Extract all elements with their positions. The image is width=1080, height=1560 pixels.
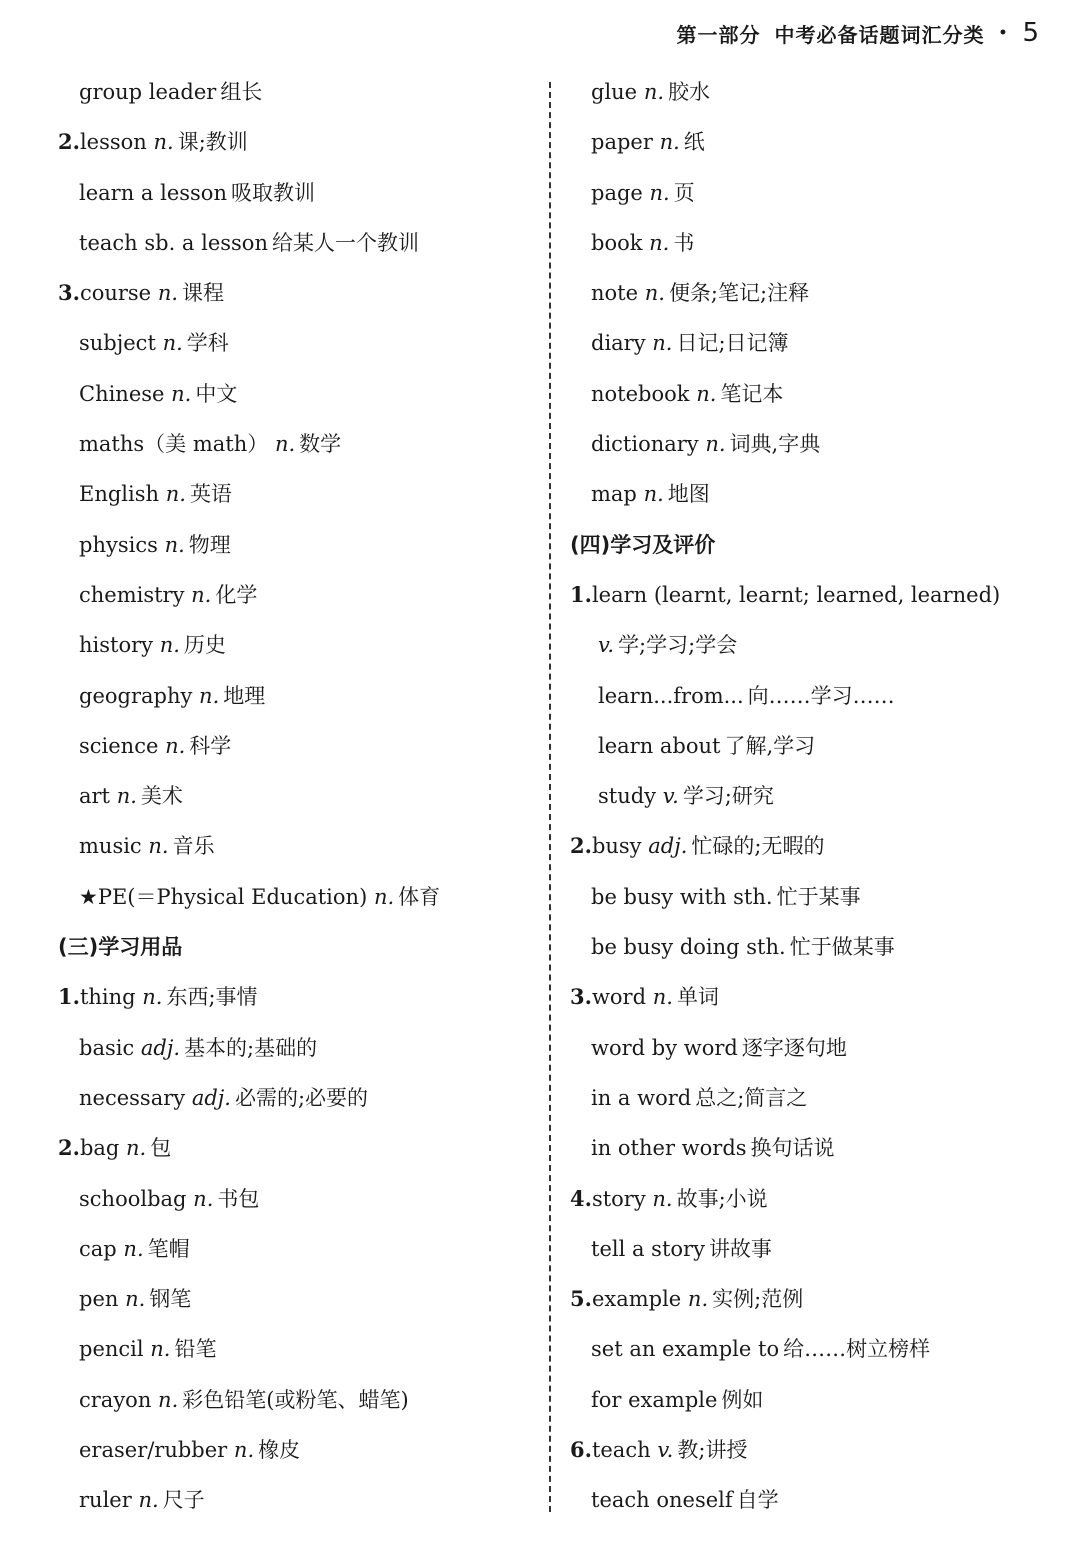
vocab-entry xyxy=(58,1475,538,1525)
english-term: chemistry xyxy=(79,582,185,607)
vocab-entry xyxy=(570,268,1070,318)
english-term: pen xyxy=(79,1287,119,1312)
english-term: necessary xyxy=(79,1085,186,1110)
chinese-meaning: 故事;小说 xyxy=(676,1186,768,1211)
english-term: learn about xyxy=(598,733,721,758)
vocab-entry xyxy=(570,771,1070,821)
english-term: lesson xyxy=(79,130,147,155)
english-term: word by word xyxy=(591,1035,738,1060)
vocab-entry xyxy=(58,771,538,821)
english-term: learn a lesson xyxy=(79,180,227,205)
vocab-entry xyxy=(58,1324,538,1374)
english-term: learn (learnt, learnt; learned, learned) xyxy=(591,582,1001,607)
english-term: teach xyxy=(591,1438,651,1463)
chinese-meaning: 科学 xyxy=(189,733,232,758)
chinese-meaning: 学;学习;学会 xyxy=(618,633,738,658)
vocab-entry xyxy=(570,168,1070,218)
chinese-meaning: 笔记本 xyxy=(720,381,784,406)
chinese-meaning: 了解,学习 xyxy=(724,733,816,758)
vocab-entry xyxy=(58,520,538,570)
chinese-meaning: 胶水 xyxy=(668,80,711,104)
chinese-meaning: 忙碌的;无暇的 xyxy=(691,834,825,859)
part-of-speech: n. xyxy=(159,633,180,658)
chinese-meaning: 橡皮 xyxy=(258,1438,301,1463)
part-of-speech: n. xyxy=(696,381,717,406)
chinese-meaning: 包 xyxy=(150,1136,172,1161)
english-term: physics xyxy=(79,532,158,557)
chinese-meaning: 换句话说 xyxy=(750,1136,835,1161)
english-term: glue xyxy=(591,80,638,104)
chinese-meaning: 逐字逐句地 xyxy=(741,1035,847,1060)
chinese-meaning: 历史 xyxy=(183,633,226,658)
part-of-speech: n. xyxy=(199,683,220,708)
entry-number: 3. xyxy=(58,280,80,306)
vocab-entry xyxy=(58,1174,538,1224)
vocab-entry xyxy=(570,872,1070,922)
part-of-speech: n. xyxy=(644,281,665,306)
chinese-meaning: 必需的;必要的 xyxy=(234,1085,369,1110)
header-title: 中考必备话题词汇分类 xyxy=(774,22,985,47)
part-of-speech: n. xyxy=(157,281,179,306)
part-of-speech: n. xyxy=(652,331,673,356)
chinese-meaning: 词典,字典 xyxy=(729,432,821,457)
chinese-meaning: 地图 xyxy=(667,482,710,507)
english-term: example xyxy=(591,1287,682,1312)
entry-number: 2. xyxy=(58,129,80,155)
english-term: music xyxy=(79,834,142,859)
part-of-speech: v. xyxy=(662,784,679,809)
part-of-speech: n. xyxy=(138,1488,159,1513)
chinese-meaning: 铅笔 xyxy=(174,1337,217,1362)
part-of-speech: n. xyxy=(687,1287,709,1312)
chinese-meaning: 例如 xyxy=(721,1387,764,1412)
chinese-meaning: 吸取教训 xyxy=(230,180,315,205)
vocab-entry xyxy=(570,1224,1070,1274)
english-term: tell a story xyxy=(591,1236,705,1261)
part-of-speech: n. xyxy=(150,1337,171,1362)
part-of-speech: n. xyxy=(274,432,296,457)
vocab-entry xyxy=(570,1073,1070,1123)
english-term: eraser/rubber xyxy=(79,1438,228,1463)
vocab-entry xyxy=(570,1475,1070,1525)
english-term: Chinese xyxy=(79,381,165,406)
english-term: maths（美 math） xyxy=(79,432,269,457)
chinese-meaning: 基本的;基础的 xyxy=(184,1035,318,1060)
chinese-meaning: 组长 xyxy=(220,80,263,104)
chinese-meaning: 学科 xyxy=(186,331,229,356)
chinese-meaning: 实例;范例 xyxy=(712,1287,804,1312)
vocab-entry xyxy=(58,1274,538,1324)
english-term: schoolbag xyxy=(79,1186,187,1211)
vocab-entry xyxy=(58,821,538,871)
english-term: teach sb. a lesson xyxy=(79,230,268,255)
entry-number: 6. xyxy=(570,1437,592,1463)
part-of-speech: n. xyxy=(171,381,192,406)
vocab-entry xyxy=(570,922,1070,972)
chinese-meaning: 数学 xyxy=(299,432,342,457)
chinese-meaning: 忙于某事 xyxy=(776,884,861,909)
part-of-speech: n. xyxy=(659,130,680,155)
chinese-meaning: 东西;事情 xyxy=(166,985,258,1010)
chinese-meaning: 教;讲授 xyxy=(677,1438,748,1463)
vocab-entry xyxy=(570,67,1070,117)
part-of-speech: v. xyxy=(598,633,615,658)
english-term: course xyxy=(79,281,152,306)
part-of-speech: adj. xyxy=(191,1085,231,1110)
english-term: in a word xyxy=(591,1085,692,1110)
english-term: in other words xyxy=(591,1136,747,1161)
vocab-entry xyxy=(570,419,1070,469)
chinese-meaning: 向……学习…… xyxy=(747,683,895,708)
english-term: diary xyxy=(591,331,646,356)
part-of-speech: adj. xyxy=(140,1035,181,1060)
chinese-meaning: 中文 xyxy=(195,381,238,406)
english-term: cap xyxy=(79,1236,117,1261)
vocab-entry xyxy=(58,369,538,419)
chinese-meaning: 页 xyxy=(673,180,695,205)
chinese-meaning: 笔帽 xyxy=(147,1236,190,1261)
english-term: busy xyxy=(591,834,642,859)
vocab-entry xyxy=(570,1324,1070,1374)
english-term: be busy with sth. xyxy=(591,884,773,909)
vocab-headword xyxy=(58,1123,538,1173)
chinese-meaning: 忙于做某事 xyxy=(789,935,895,960)
english-term: science xyxy=(79,733,159,758)
entry-number: 2. xyxy=(570,833,592,859)
vocab-entry xyxy=(570,117,1070,167)
part-of-speech: n. xyxy=(116,784,137,809)
chinese-meaning: 总之;简言之 xyxy=(695,1085,808,1110)
vocab-headword xyxy=(570,1425,1070,1475)
chinese-meaning: 单词 xyxy=(676,985,719,1010)
vocab-entry xyxy=(58,1224,538,1274)
english-term: learn...from... xyxy=(598,683,744,708)
english-term: subject xyxy=(79,331,156,356)
part-of-speech: n. xyxy=(165,482,186,507)
chinese-meaning: 化学 xyxy=(215,582,258,607)
part-of-speech: n. xyxy=(125,1287,146,1312)
part-of-speech: n. xyxy=(233,1438,255,1463)
column-divider xyxy=(549,82,551,1512)
vocab-entry xyxy=(58,1023,538,1073)
section-heading: (四)学习及评价 xyxy=(570,532,716,557)
english-term: notebook xyxy=(591,381,690,406)
chinese-meaning: 便条;笔记;注释 xyxy=(668,281,810,306)
english-term: ★PE(＝Physical Education) xyxy=(79,884,368,909)
english-term: word xyxy=(591,985,647,1010)
entry-number: 1. xyxy=(570,581,592,607)
part-of-speech: n. xyxy=(158,1387,179,1412)
vocab-headword xyxy=(58,972,538,1022)
english-term: set an example to xyxy=(591,1337,780,1362)
part-of-speech: n. xyxy=(153,130,174,155)
vocab-entry xyxy=(570,620,1070,670)
english-term: basic xyxy=(79,1035,135,1060)
vocab-entry xyxy=(58,1425,538,1475)
vocab-entry xyxy=(570,318,1070,368)
vocab-headword xyxy=(570,570,1070,620)
chinese-meaning: 音乐 xyxy=(172,834,215,859)
vocab-entry xyxy=(58,671,538,721)
vocab-entry xyxy=(570,1123,1070,1173)
chinese-meaning: 学习;研究 xyxy=(682,784,774,809)
part-of-speech: n. xyxy=(649,180,670,205)
header-bullet: • xyxy=(998,25,1009,41)
chinese-meaning: 英语 xyxy=(189,482,232,507)
part-of-speech: n. xyxy=(652,1186,673,1211)
vocab-headword xyxy=(570,821,1070,871)
english-term: crayon xyxy=(79,1387,152,1412)
vocab-entry xyxy=(570,1023,1070,1073)
english-term: history xyxy=(79,633,154,658)
vocab-entry xyxy=(58,168,538,218)
part-of-speech: n. xyxy=(652,985,673,1010)
chinese-meaning: 给某人一个教训 xyxy=(271,230,419,255)
section-heading: (三)学习用品 xyxy=(58,935,183,960)
entry-number: 4. xyxy=(570,1185,592,1211)
english-term: art xyxy=(79,784,110,809)
vocab-headword xyxy=(58,117,538,167)
english-term: ruler xyxy=(79,1488,132,1513)
vocab-entry xyxy=(58,1375,538,1425)
english-term: story xyxy=(591,1186,646,1211)
part-of-speech: v. xyxy=(657,1438,674,1463)
english-term: pencil xyxy=(79,1337,144,1362)
english-term: geography xyxy=(79,683,193,708)
chinese-meaning: 彩色铅笔(或粉笔、蜡笔) xyxy=(182,1387,409,1412)
vocab-entry xyxy=(570,369,1070,419)
english-term: paper xyxy=(591,130,653,155)
part-of-speech: n. xyxy=(148,834,169,859)
vocab-entry xyxy=(58,721,538,771)
english-term: note xyxy=(591,281,639,306)
part-of-speech: n. xyxy=(373,884,395,909)
entry-number: 1. xyxy=(58,984,80,1010)
vocab-entry xyxy=(58,419,538,469)
chinese-meaning: 纸 xyxy=(683,130,705,155)
vocab-entry xyxy=(570,218,1070,268)
vocab-entry xyxy=(570,721,1070,771)
page-header xyxy=(677,18,1041,48)
english-term: for example xyxy=(591,1387,718,1412)
vocab-entry xyxy=(570,671,1070,721)
chinese-meaning: 书包 xyxy=(217,1186,260,1211)
vocab-entry xyxy=(58,1073,538,1123)
chinese-meaning: 课;教训 xyxy=(177,130,248,155)
chinese-meaning: 自学 xyxy=(736,1488,779,1513)
chinese-meaning: 体育 xyxy=(398,884,441,909)
section-label: 第一部分 xyxy=(676,22,761,47)
part-of-speech: n. xyxy=(126,1136,147,1161)
entry-number: 3. xyxy=(570,984,592,1010)
entry-number: 5. xyxy=(570,1286,592,1312)
vocab-entry xyxy=(58,67,538,117)
english-term: page xyxy=(591,180,643,205)
vocab-headword xyxy=(570,972,1070,1022)
chinese-meaning: 钢笔 xyxy=(149,1287,192,1312)
english-term: book xyxy=(591,230,643,255)
chinese-meaning: 物理 xyxy=(188,532,231,557)
part-of-speech: n. xyxy=(193,1186,214,1211)
part-of-speech: adj. xyxy=(648,834,688,859)
english-term: thing xyxy=(79,985,136,1010)
chinese-meaning: 美术 xyxy=(140,784,183,809)
part-of-speech: n. xyxy=(649,230,670,255)
vocab-headword xyxy=(570,1274,1070,1324)
vocab-entry xyxy=(570,469,1070,519)
english-term: English xyxy=(79,482,160,507)
part-of-speech: n. xyxy=(191,582,212,607)
chinese-meaning: 书 xyxy=(673,230,695,255)
vocab-entry xyxy=(58,218,538,268)
english-term: dictionary xyxy=(591,432,699,457)
english-term: group leader xyxy=(79,80,217,104)
vocab-headword xyxy=(58,268,538,318)
chinese-meaning: 地理 xyxy=(223,683,266,708)
part-of-speech: n. xyxy=(162,331,183,356)
english-term: study xyxy=(598,784,657,809)
english-term: teach oneself xyxy=(591,1488,733,1513)
vocab-entry xyxy=(570,1375,1070,1425)
page-number: 5 xyxy=(1022,18,1040,48)
vocab-entry xyxy=(58,318,538,368)
right-column xyxy=(570,67,1070,1526)
vocab-entry xyxy=(58,872,538,922)
part-of-speech: n. xyxy=(164,532,185,557)
part-of-speech: n. xyxy=(643,80,665,104)
part-of-speech: n. xyxy=(123,1236,144,1261)
vocab-headword xyxy=(570,1174,1070,1224)
chinese-meaning: 讲故事 xyxy=(708,1236,772,1261)
vocab-entry xyxy=(58,570,538,620)
part-of-speech: n. xyxy=(643,482,664,507)
part-of-speech: n. xyxy=(142,985,163,1010)
chinese-meaning: 日记;日记簿 xyxy=(676,331,789,356)
part-of-speech: n. xyxy=(165,733,186,758)
chinese-meaning: 给……树立榜样 xyxy=(783,1337,931,1362)
english-term: be busy doing sth. xyxy=(591,935,786,960)
entry-number: 2. xyxy=(58,1135,80,1161)
vocab-entry xyxy=(58,620,538,670)
english-term: map xyxy=(591,482,637,507)
chinese-meaning: 尺子 xyxy=(162,1488,205,1513)
chinese-meaning: 课程 xyxy=(182,281,225,306)
vocab-entry xyxy=(58,469,538,519)
english-term: bag xyxy=(79,1136,120,1161)
left-column xyxy=(58,67,538,1526)
part-of-speech: n. xyxy=(705,432,726,457)
